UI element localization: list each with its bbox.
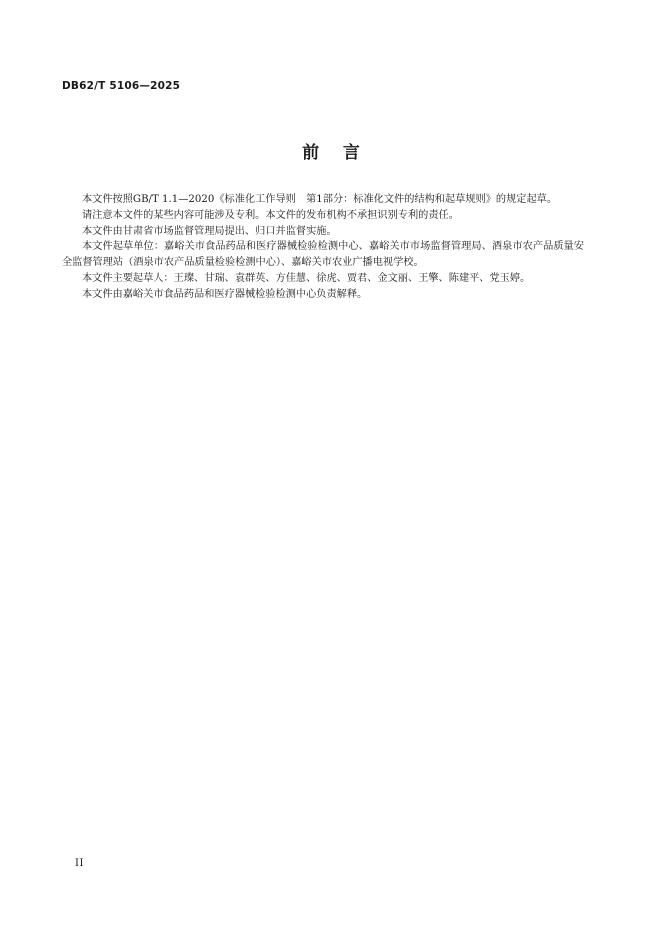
- page-title: 前 言: [302, 143, 360, 163]
- document-code: DB62/T 5106—2025: [62, 80, 181, 92]
- paragraph-interpretation: 本文件由嘉峪关市食品药品和医疗器械检验检测中心负责解释。: [82, 288, 368, 300]
- paragraph-drafting-rules: 本文件按照GB/T 1.1—2020《标准化工作导则 第1部分：标准化文件的结构和起草规则》的规定起草。: [82, 194, 558, 205]
- page-number: II: [75, 858, 84, 869]
- foreword-body: [62, 192, 584, 303]
- paragraph-drafters: 本文件主要起草人：王璨、甘瑞、袁群英、方佳慧、徐虎、贾君、金文丽、王擎、陈建平、党玉婷。: [82, 272, 531, 284]
- paragraph-patent-notice: 请注意本文件的某些内容可能涉及专利。本文件的发布机构不承担识别专利的责任。: [82, 209, 459, 221]
- paragraph-proposer: 本文件由甘肃省市场监督管理局提出、归口并监督实施。: [82, 225, 337, 237]
- paragraph-drafting-units: 本文件起草单位：嘉峪关市食品药品和医疗器械检验检测中心、嘉峪关市市场监督管理局、酒泉市农产品质量安全监督管理站（酒泉市农产品质量检验检测中心）、嘉峪关市农业广播电视学校。: [62, 241, 584, 269]
